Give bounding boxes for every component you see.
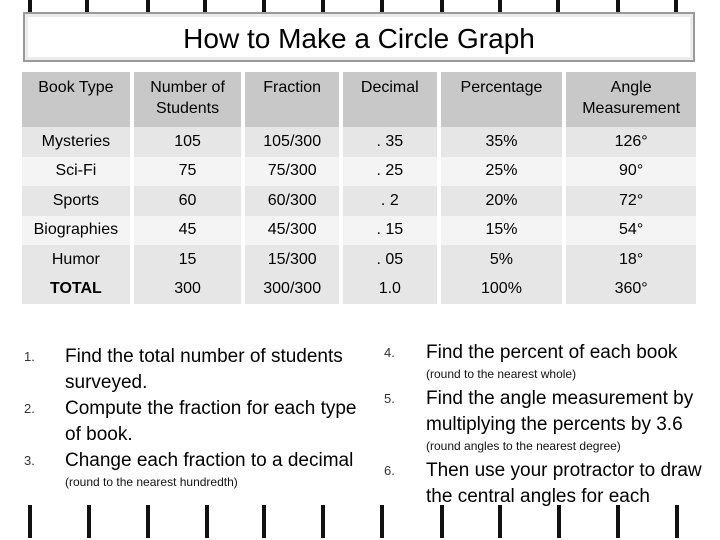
steps-left — [24, 344, 374, 490]
table-row — [22, 157, 698, 187]
cell-percentage: 35% — [439, 127, 565, 157]
step-1 — [24, 344, 374, 396]
cell-students: 105 — [132, 127, 244, 157]
step-text: Find the total number of students surveyed. — [65, 346, 343, 393]
cell-fraction: 15/300 — [243, 245, 341, 275]
header-fraction: Fraction — [243, 72, 341, 127]
cell-angle: 126° — [564, 127, 698, 157]
cell-percentage: 5% — [439, 245, 565, 275]
cell-angle: 90° — [564, 157, 698, 187]
cell-students: 15 — [132, 245, 244, 275]
cell-fraction: 45/300 — [243, 216, 341, 246]
step-number: 3. — [24, 453, 35, 468]
cell-angle: 360° — [564, 275, 698, 305]
header-book-type: Book Type — [22, 72, 132, 127]
data-table — [22, 72, 700, 304]
step-3 — [24, 448, 374, 490]
step-2 — [24, 396, 374, 448]
table-header-row — [22, 72, 698, 127]
step-text: Compute the fraction for each type of book. — [65, 398, 357, 445]
steps-right — [384, 340, 714, 510]
table-row — [22, 186, 698, 216]
cell-angle: 72° — [564, 186, 698, 216]
cell-decimal: . 05 — [341, 245, 439, 275]
cell-students: 300 — [132, 275, 244, 305]
step-number: 2. — [24, 401, 35, 416]
cell-book-type: Humor — [22, 245, 132, 275]
cell-total-label: TOTAL — [22, 275, 132, 305]
cell-decimal: 1.0 — [341, 275, 439, 305]
step-5 — [384, 386, 714, 454]
step-6 — [384, 458, 714, 510]
cell-decimal: . 25 — [341, 157, 439, 187]
cell-students: 45 — [132, 216, 244, 246]
cell-decimal: . 15 — [341, 216, 439, 246]
cell-angle: 54° — [564, 216, 698, 246]
bottom-film-strip — [0, 505, 720, 540]
header-decimal: Decimal — [341, 72, 439, 127]
cell-students: 75 — [132, 157, 244, 187]
step-number: 5. — [384, 391, 395, 406]
step-number: 6. — [384, 463, 395, 478]
cell-decimal: . 35 — [341, 127, 439, 157]
header-percentage: Percentage — [439, 72, 565, 127]
step-text: Find the angle measurement by multiplying the percents by 3.6 — [426, 388, 694, 435]
step-number: 1. — [24, 349, 35, 364]
page-title: How to Make a Circle Graph — [177, 24, 541, 54]
table-total-row — [22, 275, 698, 305]
cell-book-type: Sports — [22, 186, 132, 216]
cell-book-type: Biographies — [22, 216, 132, 246]
header-number-of-students: Number of Students — [132, 72, 244, 127]
cell-students: 60 — [132, 186, 244, 216]
cell-percentage: 100% — [439, 275, 565, 305]
step-number: 4. — [384, 345, 395, 360]
header-angle-measurement: Angle Measurement — [564, 72, 698, 127]
cell-percentage: 15% — [439, 216, 565, 246]
title-box — [23, 12, 695, 62]
table-row — [22, 127, 698, 157]
cell-percentage: 20% — [439, 186, 565, 216]
step-note: (round to the nearest whole) — [426, 367, 577, 381]
step-text: Then use your protractor to draw the central angles for each — [426, 460, 702, 507]
step-note: (round to the nearest hundredth) — [65, 475, 238, 489]
cell-fraction: 105/300 — [243, 127, 341, 157]
step-text: Find the percent of each book — [426, 342, 678, 363]
step-text: Change each fraction to a decimal — [65, 450, 354, 471]
step-4 — [384, 340, 714, 382]
cell-angle: 18° — [564, 245, 698, 275]
table-row — [22, 245, 698, 275]
step-note: (round angles to the nearest degree) — [426, 439, 621, 453]
cell-decimal: . 2 — [341, 186, 439, 216]
cell-book-type: Mysteries — [22, 127, 132, 157]
cell-fraction: 300/300 — [243, 275, 341, 305]
cell-fraction: 75/300 — [243, 157, 341, 187]
cell-fraction: 60/300 — [243, 186, 341, 216]
cell-book-type: Sci-Fi — [22, 157, 132, 187]
cell-percentage: 25% — [439, 157, 565, 187]
table-row — [22, 216, 698, 246]
